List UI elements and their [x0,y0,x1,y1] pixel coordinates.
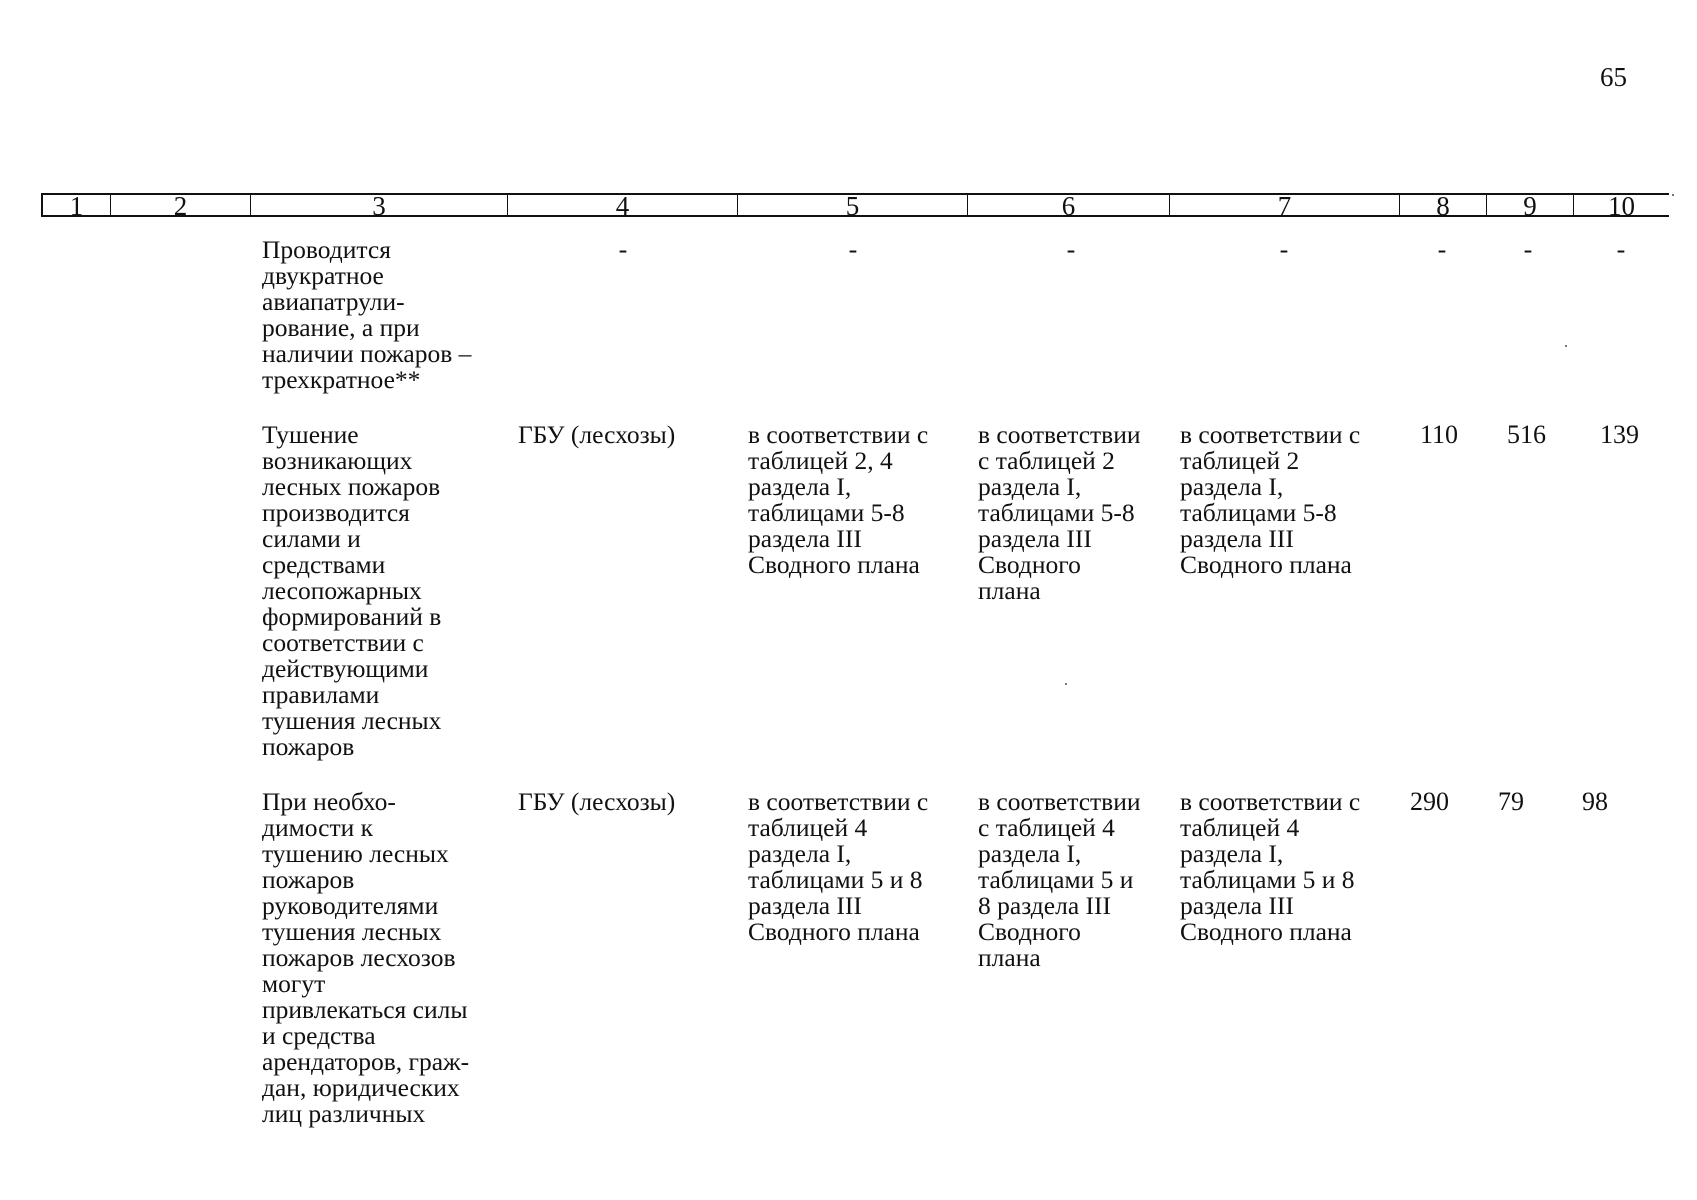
row-1-col-6: - [1066,235,1076,264]
column-header-10: 10 [1608,191,1635,221]
row-2-col-9: 516 [1507,420,1546,449]
scan-speck [1672,194,1674,196]
row-3-col-7: в соответствии с таблицей 4 раздела I, таблицами 5 и 8 раздела III Сводного плана [1180,787,1361,946]
row-3-col-6: в соответствии с таблицей 4 раздела I, таблицами 5 и 8 раздела III Сводного плана [978,787,1141,972]
page-number: 65 [1600,62,1627,92]
scan-speck [1065,683,1067,685]
column-header-8: 8 [1400,195,1487,215]
column-header-1: 1 [43,195,111,215]
scan-speck [1565,345,1567,347]
row-3-activity: При необхо- димости к тушению лесных пожаров руководителями тушения лесных пожаров лесхозов могут привлекаться силы и средства арендаторов, граж- дан, юридических лиц различных [262,787,470,1128]
table-header-row [41,191,1669,221]
row-1-activity: Проводится двукратное авиапатрули- рование, а при наличии пожаров – трехкратное** [262,235,472,394]
row-2-col-7: в соответствии с таблицей 2 раздела I, таблицами 5-8 раздела III Сводного плана [1180,420,1361,579]
row-3-col-10: 98 [1582,787,1608,816]
column-header-9: 9 [1487,195,1574,215]
row-1-executor: - [618,235,628,264]
row-2-activity: Тушение возникающих лесных пожаров производится силами и средствами лесопожарных формирований в соответствии с действующими правилами тушения лесных пожаров [262,420,442,761]
row-3-col-5: в соответствии с таблицей 4 раздела I, таблицами 5 и 8 раздела III Сводного плана [748,787,929,946]
row-2-executor: ГБУ (лесхозы) [518,420,676,449]
row-2-col-8: 110 [1420,420,1459,449]
row-3-col-8: 290 [1410,787,1449,816]
row-2-col-10: 139 [1600,420,1639,449]
row-2-col-6: в соответствии с таблицей 2 раздела I, таблицами 5-8 раздела III Сводного плана [978,420,1141,605]
column-header-2: 2 [111,195,251,215]
row-1-col-9: - [1523,235,1533,264]
row-3-executor: ГБУ (лесхозы) [518,787,676,816]
row-1-col-8: - [1437,235,1447,264]
row-3-col-9: 79 [1498,787,1524,816]
row-1-col-10: - [1616,235,1626,264]
row-1-col-5: - [848,235,858,264]
column-header-5: 5 [738,195,968,215]
column-header-4: 4 [508,195,738,215]
row-2-col-5: в соответствии с таблицей 2, 4 раздела I, таблицами 5-8 раздела III Сводного плана [748,420,929,579]
column-header-7: 7 [1170,195,1400,215]
column-header-3: 3 [251,195,508,215]
row-1-col-7: - [1279,235,1289,264]
column-header-6: 6 [968,195,1170,215]
